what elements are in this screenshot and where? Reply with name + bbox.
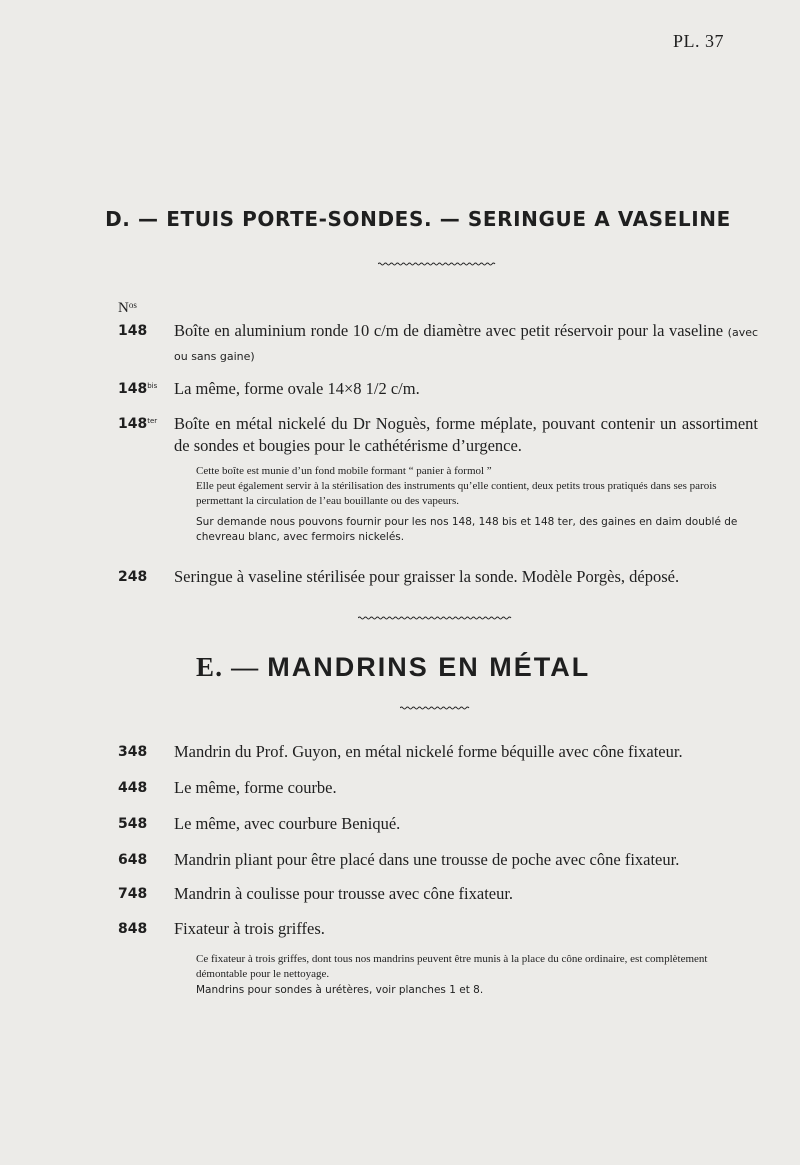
list-item: 448 Le même, forme courbe. bbox=[118, 778, 337, 797]
item-number: 248 bbox=[118, 569, 148, 585]
item-number: 848 bbox=[118, 921, 148, 937]
item-number: 148 bbox=[118, 323, 148, 339]
list-item: $148^{ter}$ Boîte en métal nickelé du Dr Noguès, forme méplate, pouvant contenir un assortiment de sondes et bougies pour le cathétérisme d’urgence. bbox=[118, 414, 758, 455]
item-number: 748 bbox=[118, 886, 148, 902]
list-item: $148^{bis}$ La même, forme ovale 14×8 1/2 c/m. bbox=[118, 379, 420, 398]
item-number: 548 bbox=[118, 816, 148, 832]
list-item: 648 Mandrin pliant pour être placé dans une trousse de poche avec cône fixateur. bbox=[118, 850, 680, 869]
item-number: 348 bbox=[118, 744, 148, 760]
section-d-title: D. — ETUIS PORTE-SONDES. — SERINGUE A VASELINE bbox=[105, 207, 731, 231]
item-number: $148^{ter}$ bbox=[118, 416, 158, 432]
item-number: 448 bbox=[118, 780, 148, 796]
wavy-divider bbox=[378, 262, 496, 266]
plate-number: PL. 37 bbox=[672, 31, 724, 51]
numbers-header: $N^{os}$ bbox=[118, 300, 137, 316]
list-item: 848 Fixateur à trois griffes. bbox=[118, 919, 325, 938]
wavy-divider bbox=[400, 706, 472, 710]
list-item: 548 Le même, avec courbure Beniqué. bbox=[118, 814, 401, 833]
note-block: Cette boîte est munie d’un fond mobile formant “ panier à formol ” Elle peut également servir à la stérilisation des instruments qu’elle contient, deux petits trous pratiqués dans ses parois permettant la circulation de l’eau bouillante ou des vapeurs. Sur demande nous pouvons fournir pour les nos 148, 148 bis et 148 ter, des gaines en daim doublé de chevreau blanc, avec fermoirs nickelés. bbox=[196, 465, 738, 543]
note-block: Ce fixateur à trois griffes, dont tous nos mandrins peuvent être munis à la place du cône ordinaire, est complètement démontable pour le nettoyage. Mandrins pour sondes à urétères, voir planches 1 et 8. bbox=[196, 953, 708, 996]
item-number: $148^{bis}$ bbox=[118, 381, 158, 397]
section-e-title: E. — MANDRINS EN MÉTAL bbox=[196, 652, 591, 682]
wavy-divider bbox=[358, 616, 514, 620]
item-number: 648 bbox=[118, 852, 148, 868]
list-item: 348 Mandrin du Prof. Guyon, en métal nickelé forme béquille avec cône fixateur. bbox=[118, 742, 683, 761]
list-item: 248 Seringue à vaseline stérilisée pour graisser la sonde. Modèle Porgès, déposé. bbox=[118, 567, 680, 586]
list-item: 748 Mandrin à coulisse pour trousse avec cône fixateur. bbox=[118, 884, 514, 903]
list-item: 148 Boîte en aluminium ronde 10 c/m de diamètre avec petit réservoir pour la vaseline (avec ou sans gaine) bbox=[118, 321, 759, 363]
